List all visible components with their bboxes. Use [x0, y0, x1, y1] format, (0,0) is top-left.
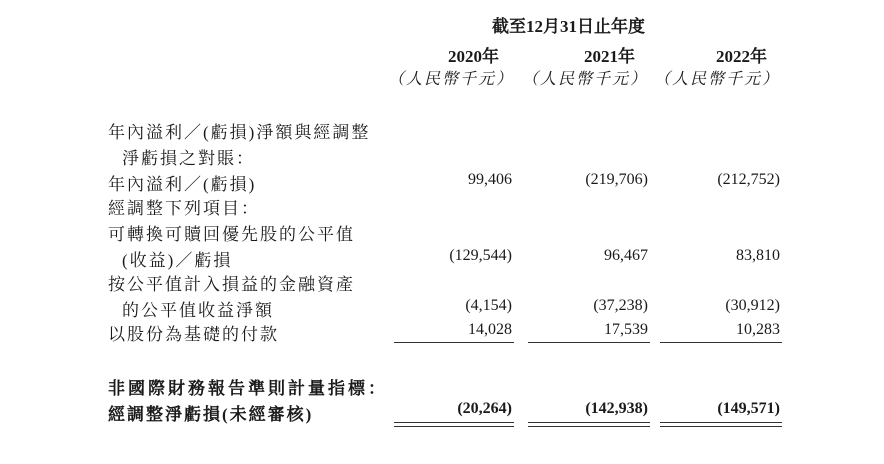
subtotal-rule — [394, 342, 514, 343]
unit-2022: （人民幣千元） — [654, 71, 781, 88]
cell-value: 10,283 — [736, 321, 780, 338]
unit-2021: （人民幣千元） — [522, 71, 649, 88]
adjusted-net-loss-label: 經調整淨虧損(未經審核) — [108, 405, 314, 424]
cell-value: 99,406 — [468, 171, 512, 188]
total-value: (149,571) — [717, 400, 780, 417]
year-2022: 2022年 — [716, 47, 767, 66]
total-rule-bottom — [660, 426, 782, 427]
cell-value: (129,544) — [449, 247, 512, 264]
row-label: 以股份為基礎的付款 — [108, 325, 279, 344]
period-heading: 截至12月31日止年度 — [492, 17, 645, 36]
row-label: 淨虧損之對賬： — [122, 149, 255, 168]
subtotal-rule — [660, 342, 782, 343]
cell-value: (212,752) — [717, 171, 780, 188]
cell-value: (30,912) — [725, 297, 780, 314]
year-2020: 2020年 — [448, 47, 499, 66]
cell-value: (219,706) — [585, 171, 648, 188]
total-rule-top — [660, 422, 782, 423]
total-value: (142,938) — [585, 400, 648, 417]
cell-value: (37,238) — [593, 297, 648, 314]
row-label: (收益)／虧損 — [122, 251, 233, 270]
total-rule-top — [528, 422, 650, 423]
total-rule-bottom — [528, 426, 650, 427]
row-label: 經調整下列項目： — [108, 199, 260, 218]
cell-value: 83,810 — [736, 247, 780, 264]
cell-value: 96,467 — [604, 247, 648, 264]
cell-value: 17,539 — [604, 321, 648, 338]
row-label: 按公平值計入損益的金融資產 — [108, 275, 355, 294]
row-label: 的公平值收益淨額 — [122, 301, 274, 320]
cell-value: 14,028 — [468, 321, 512, 338]
subtotal-rule — [528, 342, 650, 343]
total-rule-top — [394, 422, 514, 423]
row-label: 年內溢利／(虧損) — [108, 175, 257, 194]
cell-value: (4,154) — [465, 297, 512, 314]
non-ifrs-heading: 非國際財務報告準則計量指標： — [108, 379, 388, 398]
row-label: 可轉換可贖回優先股的公平值 — [108, 225, 355, 244]
row-label: 年內溢利／(虧損)淨額與經調整 — [108, 123, 371, 142]
year-2021: 2021年 — [584, 47, 635, 66]
unit-2020: （人民幣千元） — [388, 71, 515, 88]
total-value: (20,264) — [457, 400, 512, 417]
total-rule-bottom — [394, 426, 514, 427]
